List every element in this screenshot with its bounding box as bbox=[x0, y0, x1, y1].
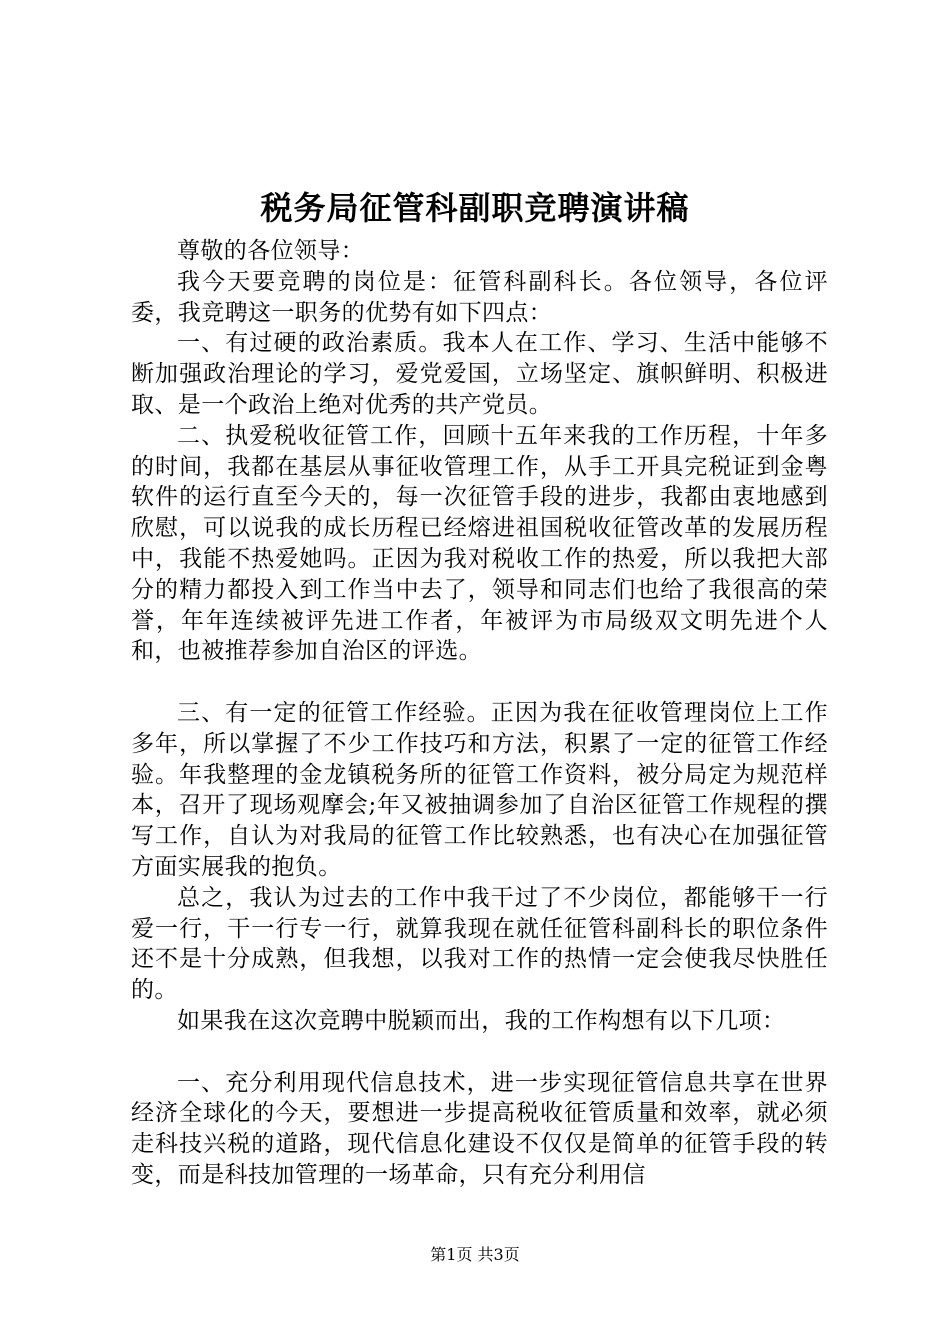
blank-line bbox=[131, 1037, 828, 1068]
paragraph-point-3: 三、有一定的征管工作经验。正因为我在征收管理岗位上工作多年，所以掌握了不少工作技巧和方法，积累了一定的征管工作经验。年我整理的金龙镇税务所的征管工作资料，被分局定为规范样本，召开了现场观摩会;年又被抽调参加了自治区征管工作规程的撰写工作，自认为对我局的征管工作比较熟悉，也有决心在加强征管方面实展我的抱负。 bbox=[131, 699, 828, 880]
paragraph-plan-1: 一、充分利用现代信息技术，进一步实现征管信息共享在世界经济全球化的今天，要想进一步提高税收征管质量和效率，就必须走科技兴税的道路，现代信息化建设不仅仅是简单的征管手段的转变，而是科技加管理的一场革命，只有充分利用信 bbox=[131, 1069, 828, 1188]
document-title: 税务局征管科副职竞聘演讲稿 bbox=[260, 189, 690, 227]
document-body bbox=[131, 236, 828, 1191]
blank-line bbox=[131, 667, 828, 698]
paragraph-summary: 总之，我认为过去的工作中我干过了不少岗位，都能够干一行爱一行，干一行专一行，就算我现在就任征管科副科长的职位条件还不是十分成熟，但我想，以我对工作的热情一定会使我尽快胜任的。 bbox=[131, 884, 828, 1004]
paragraph-plans-intro: 如果我在这次竞聘中脱颖而出，我的工作构想有以下几项： bbox=[177, 1007, 786, 1034]
paragraph-salutation: 尊敬的各位领导： bbox=[177, 238, 365, 264]
page-number-footer: 第1页 共3页 bbox=[430, 1245, 520, 1264]
paragraph-intro: 我今天要竞聘的岗位是：征管科副科长。各位领导，各位评委，我竞聘这一职务的优势有如下四点： bbox=[131, 268, 828, 326]
paragraph-point-2: 二、执爱税收征管工作，回顾十五年来我的工作历程，十年多的时间，我都在基层从事征收管理工作，从手工开具完税证到金粤软件的运行直至今天的，每一次征管手段的进步，我都由衷地感到欣慰，可以说我的成长历程已经熔进祖国税收征管改革的发展历程中，我能不热爱她吗。正因为我对税收工作的热爱，所以我把大部分的精力都投入到工作当中去了，领导和同志们也给了我很高的荣誉，年年连续被评先进工作者，年被评为市局级双文明先进个人和，也被推荐参加自治区的评选。 bbox=[131, 422, 828, 665]
paragraph-point-1: 一、有过硬的政治素质。我本人在工作、学习、生活中能够不断加强政治理论的学习，爱党爱国，立场坚定、旗帜鲜明、积极进取、是一个政治上绝对优秀的共产党员。 bbox=[131, 330, 828, 418]
